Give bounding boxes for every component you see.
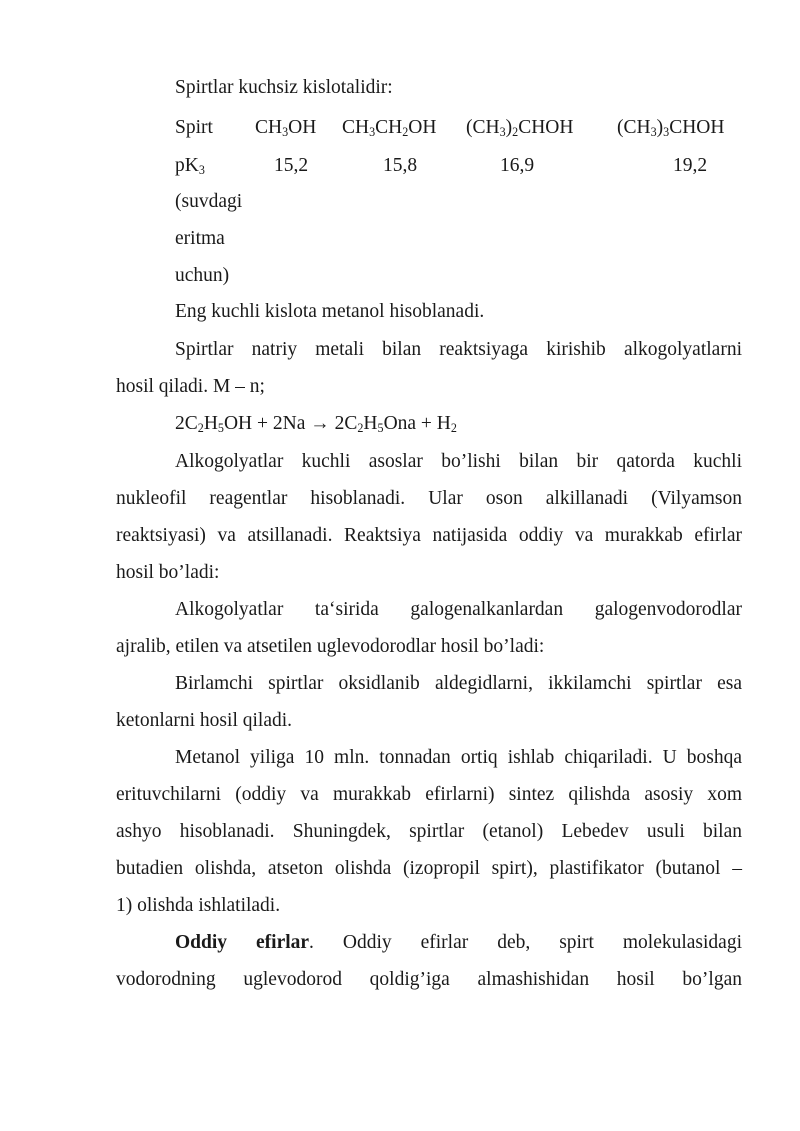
pk-label: $pK_3$ bbox=[175, 155, 205, 178]
paragraph-line: ketonlarni hosil qiladi. bbox=[116, 710, 293, 731]
paragraph-line-ethers: Oddiy efirlar. Oddiy efirlar deb, spirt molekulasidagi bbox=[175, 932, 742, 953]
ethers-heading: Oddiy efirlar bbox=[175, 932, 310, 953]
paragraph-line: reaktsiyasi) va atsillanadi. Reaktsiya natijasida oddiy va murakkab efirlar bbox=[116, 525, 742, 546]
formula-isopropanol: $(CH_3)_2CHOH$ bbox=[466, 117, 574, 140]
formula-methanol: $CH_3OH$ bbox=[255, 117, 317, 140]
paragraph-line: hosil bo’ladi: bbox=[116, 562, 220, 583]
paragraph-line: ajralib, etilen va atsetilen uglevodorodlar hosil bo’ladi: bbox=[116, 636, 545, 657]
paragraph-line: Spirtlar natriy metali bilan reaktsiyaga kirishib alkogolyatlarni bbox=[175, 339, 742, 360]
paragraph-line: Alkogolyatlar ta‘sirida galogenalkanlardan galogenvodorodlar bbox=[175, 599, 742, 620]
paragraph-line: vodorodning uglevodorod qoldig’iga almashishidan hosil bo’lgan bbox=[116, 969, 742, 990]
paragraph-line: ashyo hisoblanadi. Shuningdek, spirtlar (etanol) Lebedev usuli bilan bbox=[116, 821, 742, 842]
strongest-acid-line: Eng kuchli kislota metanol hisoblanadi. bbox=[175, 301, 485, 322]
paragraph-line: Birlamchi spirtlar oksidlanib aldegidlarni, ikkilamchi spirtlar esa bbox=[175, 673, 742, 694]
paragraph-line: 1) olishda ishlatiladi. bbox=[116, 895, 281, 916]
table-header-label: Spirt bbox=[175, 117, 213, 138]
paragraph-line: nukleofil reagentlar hisoblanadi. Ular oson alkillanadi (Vilyamson bbox=[116, 488, 742, 509]
pk-value-ethanol: 15,8 bbox=[383, 155, 418, 176]
table-note-line: (suvdagi bbox=[175, 191, 243, 212]
paragraph-line: butadien olishda, atseton olishda (izopropil spirt), plastifikator (butanol – bbox=[116, 858, 742, 879]
formula-ethanol: $CH_3CH_2OH$ bbox=[342, 117, 437, 140]
arrow-icon: → bbox=[305, 413, 335, 434]
paragraph-line: hosil qiladi. M – n; bbox=[116, 376, 265, 397]
pk-value-isopropanol: 16,9 bbox=[500, 155, 535, 176]
paragraph-line: Metanol yiliga 10 mln. tonnadan ortiq ishlab chiqariladi. U boshqa bbox=[175, 747, 742, 768]
pk-value-methanol: 15,2 bbox=[274, 155, 309, 176]
table-note-line: uchun) bbox=[175, 265, 230, 286]
pk-value-tert-butanol: 19,2 bbox=[673, 155, 708, 176]
formula-tert-butanol: $(CH_3)_3CHOH$ bbox=[617, 117, 725, 140]
paragraph-line: Alkogolyatlar kuchli asoslar bo’lishi bilan bir qatorda kuchli bbox=[175, 451, 742, 472]
paragraph-line: erituvchilarni (oddiy va murakkab efirlarni) sintez qilishda asosiy xom bbox=[116, 784, 742, 805]
reaction-equation: $2C_2H_5OH + 2Na \to 2C_2H_5Ona + H_2$ bbox=[175, 413, 457, 436]
intro-line: Spirtlar kuchsiz kislotalidir: bbox=[175, 77, 393, 98]
table-note-line: eritma bbox=[175, 228, 225, 249]
